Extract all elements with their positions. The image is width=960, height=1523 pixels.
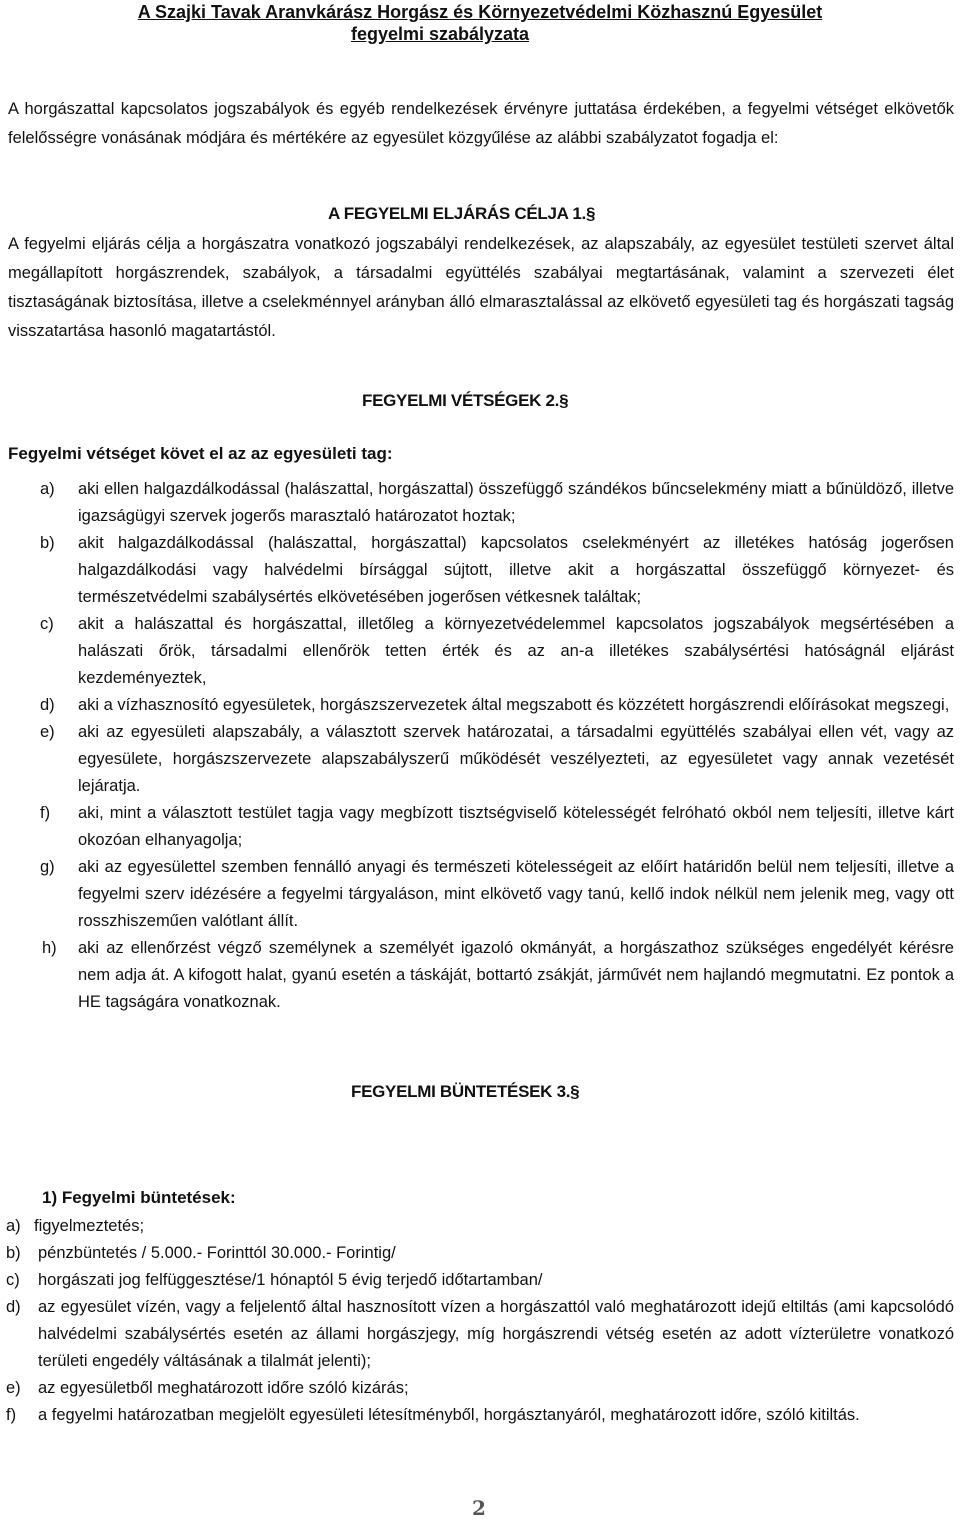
item-label: c) [40, 615, 54, 633]
section-3-title: FEGYELMI BÜNTETÉSEK 3.§ [351, 1082, 580, 1101]
penalty-list [0, 1213, 960, 1429]
item-text: aki az egyesületi alapszabály, a választott szervek határozatai, a társadalmi együttélés szabályai ellen vét, vagy az egyesülete, horgászszervezete alapszabályszerű működését veszélyezteti, az egyesületet vagy annak vezetését lejáratja. [78, 723, 954, 795]
list-item [0, 611, 960, 692]
item-text: pénzbüntetés / 5.000.- Forinttól 30.000.- Forintig/ [38, 1244, 396, 1262]
item-label: g) [40, 858, 55, 876]
list-item [0, 1294, 960, 1375]
item-text: aki ellen halgazdálkodással (halászattal, horgászattal) összefüggő szándékos bűncselekmény miatt a bűnüldöző, illetve igazságügyi szervek jogerős marasztaló határozatot hoztak; [78, 480, 954, 525]
item-text: aki az egyesülettel szemben fennálló anyagi és természeti kötelességeit az előírt határidőn belül nem teljesíti, illetve a fegyelmi szerv idézésére a fegyelmi tárgyaláson, mint elkövető vagy tanú, kellő indok nélkül nem jelenik meg, vagy ott rosszhiszeműen valótlant állít. [78, 858, 954, 930]
org-name-heading: A Szajki Tavak Aranvkárász Horgász és Környezetvédelmi Közhasznú Egyesület [137, 2, 823, 22]
list-item [0, 1267, 960, 1294]
item-label: d) [40, 696, 55, 714]
item-text: az egyesület vízén, vagy a feljelentő által hasznosított vízen a horgászattól való meghatározott idejű eltiltás (ami kapcsolódó halvédelmi szabálysértés esetén az állami horgászjegy, míg horgászrendi vétség esetén az adott vízterületre vonatkozó területi engedély váltásának a tilalmát jelenti); [38, 1298, 954, 1370]
list-item [0, 476, 960, 530]
item-text: aki a vízhasznosító egyesületek, horgászszervezetek által megszabott és közzétett horgászrendi előírásokat megszegi, [78, 696, 950, 714]
list-item [0, 800, 960, 854]
item-text: horgászati jog felfüggesztése/1 hónaptól 5 évig terjedő időtartamban/ [38, 1271, 543, 1289]
item-text: a fegyelmi határozatban megjelölt egyesületi létesítményből, horgásztanyáról, meghatározott időre, szóló kitiltás. [38, 1406, 860, 1424]
item-label: h) [42, 939, 57, 957]
section-1-title: A FEGYELMI ELJÁRÁS CÉLJA 1.§ [328, 204, 596, 223]
list-item [0, 692, 960, 719]
item-label: f) [40, 804, 51, 822]
item-text: aki az ellenőrzést végző személynek a személyét igazoló okmányát, a horgászathoz szükséges engedélyét kérésre nem adja át. A kifogott halat, gyanú esetén a táskáját, bottartó zsákját, járművét nem hajlandó megmutatni. Ez pontok a HE tagságára vonatkoznak. [78, 939, 954, 1011]
section-3-subtitle: 1) Fegyelmi büntetések: [42, 1188, 236, 1207]
list-item [0, 530, 960, 611]
list-item [0, 1402, 960, 1429]
section-2-lead: Fegyelmi vétséget követ el az az egyesületi tag: [8, 444, 393, 463]
list-item [0, 935, 960, 1016]
item-text: az egyesületből meghatározott időre szóló kizárás; [38, 1379, 409, 1397]
list-item [0, 1240, 960, 1267]
offense-list [0, 476, 960, 1016]
item-label: a) [40, 480, 55, 498]
section-2-title: FEGYELMI VÉTSÉGEK 2.§ [362, 391, 569, 410]
item-label: e) [40, 723, 55, 741]
doc-title-heading: fegyelmi szabályzata [350, 24, 530, 44]
list-item [0, 719, 960, 800]
item-text: figyelmeztetés; [34, 1217, 145, 1235]
item-label: e) [6, 1379, 21, 1397]
intro-paragraph: A horgászattal kapcsolatos jogszabályok és egyéb rendelkezések érvényre juttatása érdekében, a fegyelmi vétséget elkövetők felelősségre vonásának módjára és mértékére az egyesület közgyűlése az alábbi szabályzatot fogadja el: [8, 100, 954, 147]
list-item [0, 854, 960, 935]
section-1-text: A fegyelmi eljárás célja a horgászatra vonatkozó jogszabályi rendelkezések, az alapszabály, az egyesület testületi szervet által megállapított horgászrendek, szabályok, a társadalmi együttélés szabályai megtartásának, valamint a szervezeti élet tisztaságának biztosítása, illetve a cselekménnyel arányban álló elmarasztalással az elkövető egyesületi tag és horgászati tagság visszatartása hasonló magatartástól. [8, 235, 954, 340]
item-label: f) [6, 1406, 17, 1424]
item-text: aki, mint a választott testület tagja vagy megbízott tisztségviselő kötelességét felróható okból nem teljesíti, illetve kárt okozóan elhanyagolja; [78, 804, 954, 849]
item-text: akit a halászattal és horgászattal, illetőleg a környezetvédelemmel kapcsolatos jogszabályok megsértésében a halászati őrök, társadalmi ellenőrök tetten érték és az an-a illetékes szabálysértési hatóságnál eljárást kezdeményeztek, [78, 615, 954, 687]
item-label: b) [6, 1244, 21, 1262]
list-item [0, 1375, 960, 1402]
page-number: 2 [472, 1496, 486, 1520]
list-item [0, 1213, 960, 1240]
item-label: c) [6, 1271, 20, 1289]
item-text: akit halgazdálkodással (halászattal, horgászattal) kapcsolatos cselekményért az illetékes hatóság jogerősen halgazdálkodási vagy halvédelmi bírsággal sújtott, illetve akit a horgászattal összefüggő környezet- és természetvédelmi szabálysértés elkövetésében jogerősen vétkesnek találtak; [78, 534, 954, 606]
item-label: d) [6, 1298, 21, 1316]
item-label: b) [40, 534, 55, 552]
item-label: a) [6, 1217, 21, 1235]
